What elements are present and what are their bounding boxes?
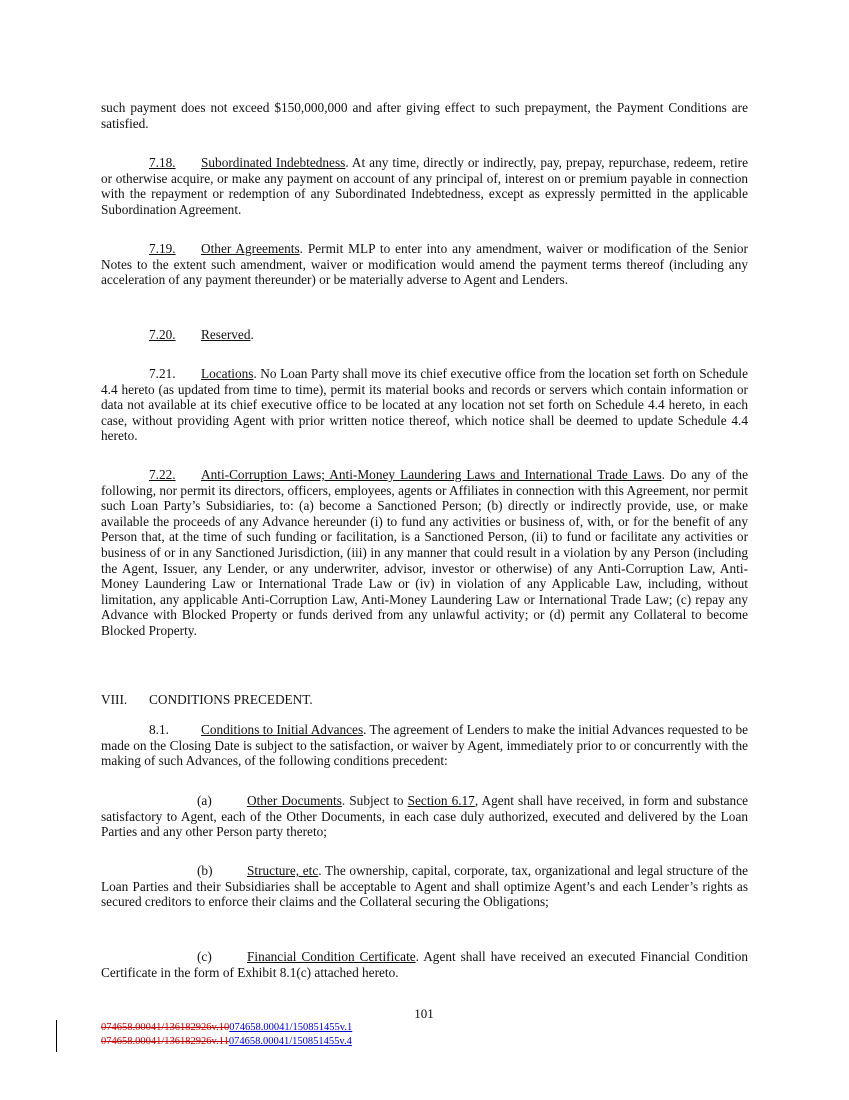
intro-paragraph: such payment does not exceed $150,000,000 and after giving effect to such prepayment, the Payment Conditions are satisfied. — [101, 100, 748, 131]
item-label: (c) — [197, 949, 212, 964]
condition-item-b — [101, 863, 748, 910]
item-title: Structure, etc — [247, 863, 319, 878]
condition-item-a: (a) Other Documents. Subject to Section 6.17, Agent shall have received, in form and substance satisfactory to Agent, each of the Other Documents, in each case duly authorized, executed and delivered by the Loan Parties and any other Person party thereto; — [101, 793, 749, 840]
section-8-1 — [101, 722, 748, 769]
section-body: . — [250, 327, 254, 342]
section-7-18 — [101, 155, 748, 217]
section-title: Conditions to Initial Advances — [201, 722, 364, 737]
section-title: Subordinated Indebtedness — [201, 155, 346, 170]
condition-item-c — [101, 949, 748, 980]
section-7-19 — [101, 241, 748, 288]
inserted-docid: 074658.00041/150851455v.4 — [228, 1036, 352, 1047]
section-title: Reserved — [201, 327, 251, 342]
deleted-docid: 074658.00041/136182926v.11 — [101, 1036, 229, 1047]
section-body: . The agreement of Lenders to make the initial Advances requested to be made on the Closing Date is subject to the satisfaction, or waiver by Agent, immediately prior to or concurrently with the making of such Advances, of the following conditions precedent: — [101, 722, 748, 769]
section-title: Other Agreements — [201, 241, 300, 256]
item-label: (a) — [197, 793, 212, 808]
section-reference: Section 6.17 — [407, 793, 475, 808]
section-body: . At any time, directly or indirectly, pay, prepay, repurchase, redeem, retire or otherwise acquire, or make any payment on account of any principal of, interest on or premium payable in connection with the repayment or redemption of any Subordinated Indebtedness, except as expressly permitted in the applicable Subordination Agreement. — [101, 155, 748, 217]
article-title: CONDITIONS PRECEDENT. — [149, 692, 313, 707]
item-body: . The ownership, capital, corporate, tax, organizational and legal structure of the Loan Parties and their Subsidiaries shall be acceptable to Agent and shall optimize Agent’s and each Lender’s rights as secured creditors to enforce their claims and the Collateral securing the Obligations; — [101, 863, 748, 910]
item-title: Other Documents — [247, 793, 342, 808]
footer-docid-line-1 — [101, 1022, 352, 1034]
deleted-docid: 074658.00041/136182926v.10 — [101, 1022, 230, 1033]
section-7-22 — [101, 467, 748, 639]
section-body: . No Loan Party shall move its chief executive office from the location set forth on Schedule 4.4 hereto (as updated from time to time), permit its material books and records or servers which contain information or data not available at its chief executive office to be located at any location not set forth on Schedule 4.4 hereto, in each case, without providing Agent with prior written notice thereof, which notice shall be deemed to update Schedule 4.4 hereto. — [101, 366, 748, 444]
section-7-20 — [101, 327, 748, 343]
section-title: Anti-Corruption Laws; Anti-Money Laundering Laws and International Trade Laws — [201, 467, 662, 482]
section-title: Locations — [201, 366, 254, 381]
section-body: . Permit MLP to enter into any amendment, waiver or modification of the Senior Notes to the extent such amendment, waiver or modification would amend the payment terms thereof (including any acceleration of any payment thereunder) or be materially adverse to Agent and Lenders. — [101, 241, 748, 288]
section-7-21 — [101, 366, 748, 444]
article-number: VIII. — [101, 692, 128, 707]
change-bar — [56, 1020, 57, 1052]
item-body: . Agent shall have received an executed Financial Condition Certificate in the form of Exhibit 8.1(c) attached hereto. — [101, 949, 748, 980]
section-number: 8.1. — [149, 722, 169, 737]
section-number: 7.19. — [149, 241, 176, 256]
section-number: 7.21. — [149, 366, 176, 381]
inserted-docid: 074658.00041/150851455v.1 — [229, 1022, 353, 1033]
footer-docid-line-2 — [101, 1036, 352, 1048]
page-number: 101 — [414, 1006, 434, 1021]
item-title: Financial Condition Certificate — [247, 949, 416, 964]
item-label: (b) — [197, 863, 213, 878]
section-number: 7.20. — [149, 327, 176, 342]
section-number: 7.18. — [149, 155, 176, 170]
section-body: . Do any of the following, nor permit its directors, officers, employees, agents or Affiliates in connection with this Agreement, nor permit such Loan Party’s Subsidiaries, to: (a) become a Sanctioned Person; (b) directly or indirectly provide, use, or make available the proceeds of any Advance hereunder (i) to fund any activities or business of, with, or for the benefit of any Person that, at the time of such funding or facilitation, is a Sanctioned Person, (ii) to fund or facilitate any activities or business of or in any Sanctioned Jurisdiction, (iii) in any manner that could result in a violation by any Person (including the Agent, Issuer, any Lender, or any underwriter, advisor, investor or otherwise) of any Anti-Corruption Law, Anti-Money Laundering Law or International Trade Law or (iv) in violation of any Applicable Law, including, without limitation, any applicable Anti-Corruption Law, Anti-Money Laundering Law or International Trade Law; (c) repay any Advance with Blocked Property or funds derived from any unlawful activity; or (d) permit any Collateral to become Blocked Property. — [101, 467, 748, 638]
item-body: , Agent shall have received, in form and substance satisfactory to Agent, each of the Other Documents, in each case duly authorized, executed and delivered by the Loan Parties and any other Person party thereto; — [101, 793, 749, 840]
article-heading — [101, 692, 313, 708]
section-number: 7.22. — [149, 467, 176, 482]
